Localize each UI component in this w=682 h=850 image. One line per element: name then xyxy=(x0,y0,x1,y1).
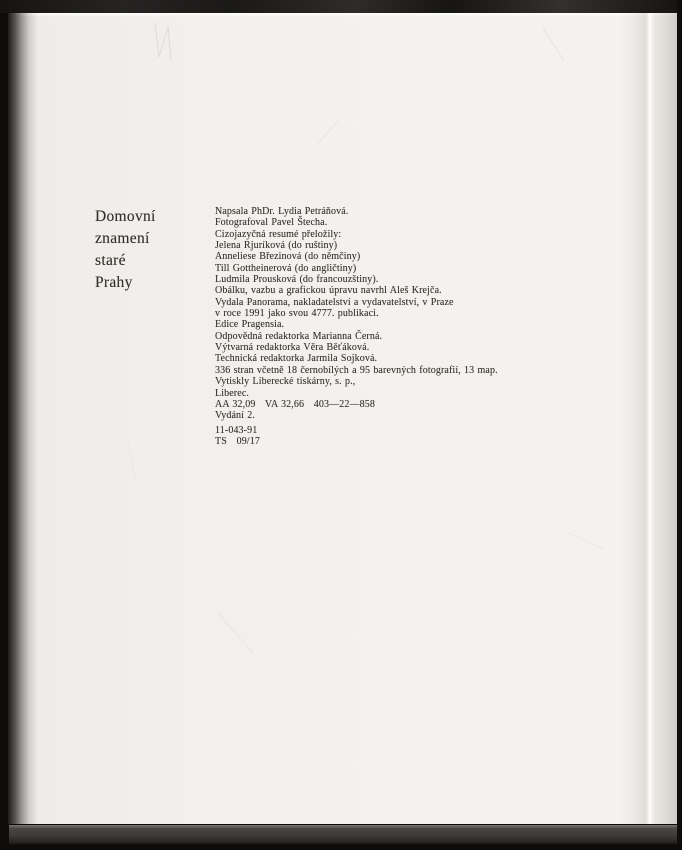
colophon-line: Anneliese Březinová (do němčiny) xyxy=(215,251,361,263)
colophon-line: Jelena Rjuríková (do ruštiny) xyxy=(215,240,338,252)
colophon-line: Obálku, vazbu a grafickou úpravu navrhl Aleš Krejča. xyxy=(215,285,442,297)
colophon-line: 336 stran včetně 18 černobílých a 95 barevných fotografií, 13 map. xyxy=(215,364,498,376)
colophon-line: Vydání 2. xyxy=(215,410,256,422)
print-code-line: 11-043-91 xyxy=(215,424,258,436)
colophon-text xyxy=(215,206,498,447)
print-code-line: TS 09/17 xyxy=(215,435,260,447)
title-line: Prahy xyxy=(95,274,133,291)
colophon-line: Vytiskly Liberecké tiskárny, s. p., xyxy=(215,376,356,388)
title-line: Domovní xyxy=(95,208,156,225)
colophon-line: Ludmila Prousková (do francouzštiny). xyxy=(215,274,379,286)
colophon-line: Fotografoval Pavel Štecha. xyxy=(215,217,328,229)
colophon-line: Cizojazyčná resumé přeložily: xyxy=(215,228,342,240)
colophon-line: Edice Pragensia. xyxy=(215,319,285,331)
page-block-edge xyxy=(9,824,677,845)
colophon-line: Napsala PhDr. Lydia Petráňová. xyxy=(215,206,349,217)
page-edge-curl xyxy=(619,13,677,824)
scan-top-frame xyxy=(0,0,682,13)
colophon-line: v roce 1991 jako svou 4777. publikaci. xyxy=(215,308,379,320)
colophon-line: Technická redaktorka Jarmila Sojková. xyxy=(215,353,378,365)
colophon-line: AA 32,09 VA 32,66 403—22—858 xyxy=(215,398,375,410)
colophon-line: Odpovědná redaktorka Marianna Černá. xyxy=(215,330,383,342)
book-page xyxy=(8,13,677,824)
book-title xyxy=(95,206,156,294)
colophon-line: Liberec. xyxy=(215,387,249,399)
gutter-shadow xyxy=(8,13,38,824)
colophon-line: Till Gottheinerová (do angličtiny) xyxy=(215,262,357,274)
print-codes xyxy=(215,425,498,448)
scan-right-frame xyxy=(677,0,682,850)
title-line: staré xyxy=(95,252,126,269)
colophon-line: Výtvarná redaktorka Věra Běťáková. xyxy=(215,342,370,354)
title-line: znamení xyxy=(95,230,150,247)
colophon-line: Vydala Panorama, nakladatelství a vydavatelství, v Praze xyxy=(215,296,454,308)
